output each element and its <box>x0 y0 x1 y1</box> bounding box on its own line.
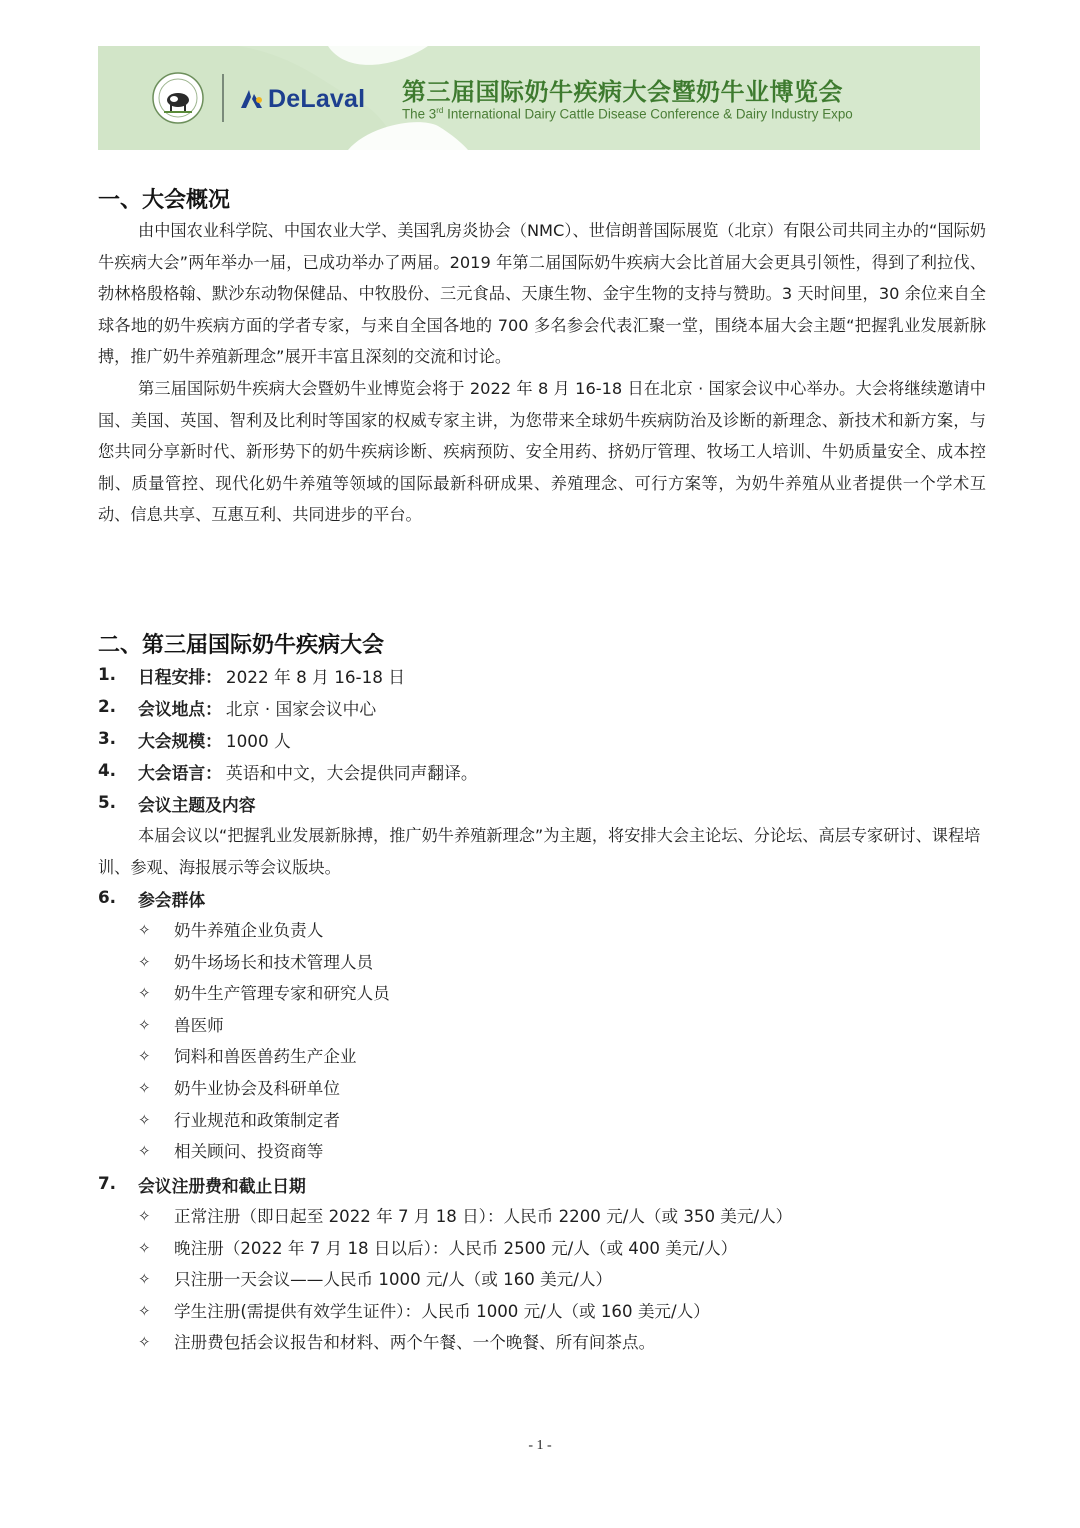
list-item: 7. 会议注册费和截止日期 <box>98 1173 306 1196</box>
delaval-mark-icon <box>240 88 266 110</box>
list-item: 1. 日程安排： 2022 年 8 月 16-18 日 <box>98 664 406 687</box>
list-item: 3. 大会规模： 1000 人 <box>98 728 291 751</box>
list-item <box>138 1010 390 1042</box>
list-item <box>138 1296 792 1328</box>
bullet-star-icon: ✧ <box>138 952 151 971</box>
delaval-brand-text: DeLaval <box>268 84 366 113</box>
list-item <box>138 978 390 1010</box>
bullet-star-icon: ✧ <box>138 1238 151 1257</box>
list-item: 4. 大会语言： 英语和中文，大会提供同声翻译。 <box>98 760 478 783</box>
header-divider <box>222 74 224 122</box>
list-item <box>138 1327 792 1359</box>
list-item-text: 行业规范和政策制定者 <box>174 1110 340 1130</box>
list-item-text: 正常注册（即日起至 2022 年 7 月 18 日）：人民币 2200 元/人（或 350 美元/人） <box>174 1207 793 1226</box>
bullet-star-icon: ✧ <box>138 1047 151 1066</box>
list-item-text: 奶牛业协会及科研单位 <box>174 1078 340 1098</box>
list-item <box>138 1105 390 1137</box>
list-item <box>138 947 390 979</box>
list-item <box>138 1201 792 1233</box>
list-item <box>138 1264 792 1296</box>
list-item: 6. 参会群体 <box>98 887 206 910</box>
fees-list <box>138 1201 792 1359</box>
bullet-star-icon: ✧ <box>138 1015 151 1034</box>
list-item-text: 只注册一天会议——人民币 1000 元/人（或 160 美元/人） <box>174 1270 613 1290</box>
paragraph: 第三届国际奶牛疾病大会暨奶牛业博览会将于 2022 年 8 月 16-18 日在北京 · 国家会议中心举办。大会将继续邀请中国、美国、英国、智利及比利时等国家的权威专家主讲，为您带来全球奶牛疾病防治及诊断的新理念、新技术和新方案，与您共同分享新时代、新形势下的奶牛疾病诊断、疾病预防、安全用药、挤奶厅管理、牧场工人培训、牛奶质量安全、成本控制、质量管控、现代化奶牛养殖等领域的国际最新科研成果、养殖理念、可行方案等，为奶牛养殖从业者提供一个学术互动、信息共享、互惠互利、共同进步的平台。 <box>98 378 986 525</box>
paragraph: 由中国农业科学院、中国农业大学、美国乳房炎协会（NMC）、世信朗普国际展览（北京）有限公司共同主办的“国际奶牛疾病大会”两年举办一届，已成功举办了两届。2019 年第二届国际奶牛疾病大会比首届大会更具引领性，得到了利拉伐、勃林格殷格翰、默沙东动物保健品、中牧股份、三元食品、天康生物、金宇生物的支持与赞助。3 天时间里，30 余位来自全球各地的奶牛疾病方面的学者专家，与来自全国各地的 700 多名参会代表汇聚一堂，围绕本届大会主题“把握乳业发展新脉搏，推广奶牛养殖新理念”展开丰富且深刻的交流和讨论。 <box>98 221 986 367</box>
bullet-star-icon: ✧ <box>138 1142 151 1161</box>
list-item-text: 兽医师 <box>174 1015 224 1035</box>
delaval-logo <box>240 82 365 116</box>
section1-body <box>98 215 986 531</box>
bullet-star-icon: ✧ <box>138 1270 151 1289</box>
list-item-text: 奶牛生产管理专家和研究人员 <box>174 984 390 1004</box>
list-item <box>138 1041 390 1073</box>
list-item <box>138 1073 390 1105</box>
page-number: - 1 - <box>528 1438 552 1453</box>
list-item: 2. 会议地点： 北京 · 国家会议中心 <box>98 696 377 719</box>
section2-heading: 二、第三届国际奶牛疾病大会 <box>98 633 385 658</box>
audience-list <box>138 915 390 1168</box>
list-item-text: 相关顾问、投资商等 <box>174 1142 324 1162</box>
bullet-star-icon: ✧ <box>138 1301 151 1320</box>
list-item-text: 奶牛场场长和技术管理人员 <box>174 952 374 972</box>
bullet-star-icon: ✧ <box>138 1078 151 1097</box>
bullet-star-icon: ✧ <box>138 1110 151 1129</box>
list-item <box>138 915 390 947</box>
bullet-star-icon: ✧ <box>138 1207 151 1225</box>
list-item <box>138 1233 792 1265</box>
list-item: 5. 会议主题及内容 <box>98 792 256 815</box>
section1-heading: 一、大会概况 <box>98 188 231 213</box>
bullet-star-icon: ✧ <box>138 1333 151 1352</box>
bullet-star-icon: ✧ <box>138 921 151 939</box>
expo-title-en: The 3rd International Dairy Cattle Disease Conference & Dairy Industry Expo <box>402 106 853 122</box>
list-item <box>138 1136 390 1168</box>
list-item-text: 奶牛养殖企业负责人 <box>174 921 324 940</box>
list-item-text: 注册费包括会议报告和材料、两个午餐、一个晚餐、所有间茶点。 <box>174 1333 656 1353</box>
list-item-text: 学生注册(需提供有效学生证件）：人民币 1000 元/人（或 160 美元/人） <box>174 1301 710 1321</box>
expo-title-cn: 第三届国际奶牛疾病大会暨奶牛业博览会 <box>402 78 843 106</box>
cow-seal-icon <box>152 72 204 124</box>
list-item-text: 晚注册（2022 年 7 月 18 日以后）：人民币 2500 元/人（或 400 美元/人） <box>174 1238 738 1258</box>
theme-paragraph: 本届会议以“把握乳业发展新脉搏，推广奶牛养殖新理念”为主题，将安排大会主论坛、分论坛、高层专家研讨、课程培训、参观、海报展示等会议版块。 <box>98 826 981 877</box>
list-item-text: 饲料和兽医兽药生产企业 <box>174 1047 357 1067</box>
bullet-star-icon: ✧ <box>138 984 151 1003</box>
